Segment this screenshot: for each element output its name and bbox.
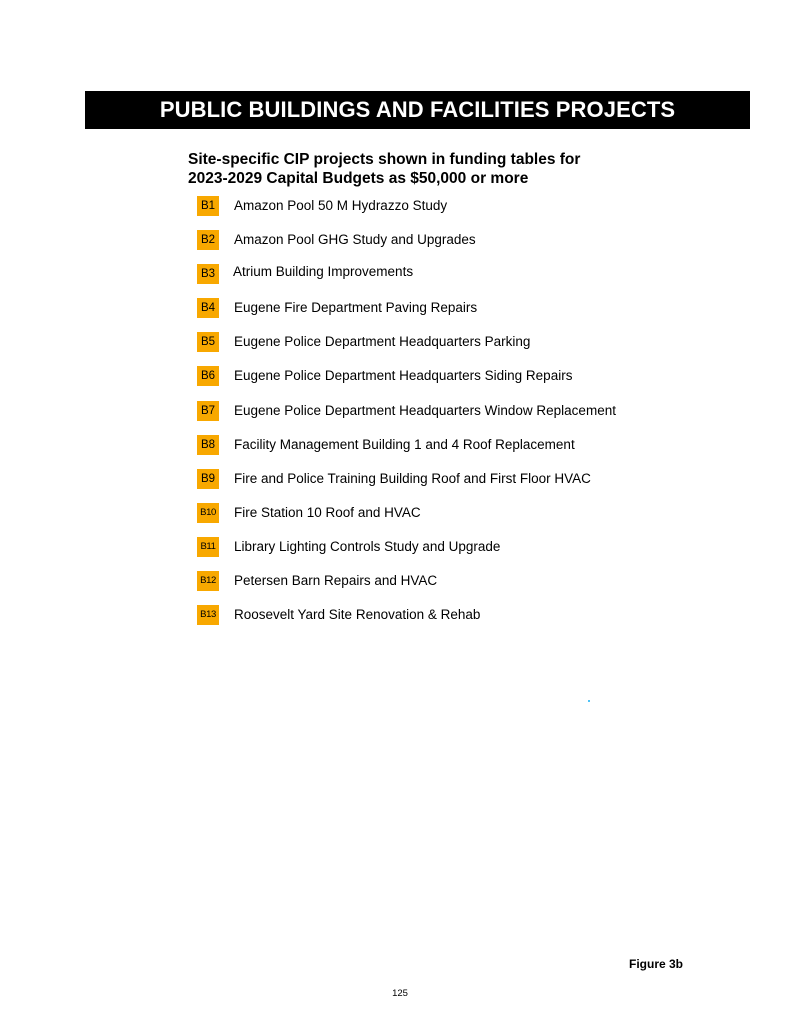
project-name: Eugene Police Department Headquarters Parking <box>234 334 531 349</box>
project-code-badge: B8 <box>197 435 219 455</box>
project-name: Eugene Police Department Headquarters Window Replacement <box>234 403 616 418</box>
project-code-badge: B3 <box>197 264 219 284</box>
project-code-badge: B4 <box>197 298 219 318</box>
project-code-badge: B12 <box>197 571 219 591</box>
project-code-badge: B11 <box>197 537 219 557</box>
project-name: Eugene Fire Department Paving Repairs <box>234 300 478 315</box>
project-code-badge: B6 <box>197 366 219 386</box>
subtitle-line-1: Site-specific CIP projects shown in funding tables for <box>188 151 581 168</box>
subtitle-line-2: 2023-2029 Capital Budgets as $50,000 or more <box>188 170 529 187</box>
project-code-badge: B1 <box>197 196 219 216</box>
project-name: Petersen Barn Repairs and HVAC <box>234 573 438 588</box>
project-name: Eugene Police Department Headquarters Siding Repairs <box>234 368 573 383</box>
stray-mark <box>588 700 590 702</box>
project-name: Amazon Pool 50 M Hydrazzo Study <box>234 198 448 213</box>
project-code-badge: B5 <box>197 332 219 352</box>
figure-label: Figure 3b <box>629 957 684 971</box>
project-name: Facility Management Building 1 and 4 Roof Replacement <box>234 437 575 452</box>
subtitle <box>188 150 668 188</box>
project-name: Library Lighting Controls Study and Upgrade <box>234 539 501 554</box>
project-name: Fire Station 10 Roof and HVAC <box>234 505 421 520</box>
project-name: Atrium Building Improvements <box>233 264 414 279</box>
page-number: 125 <box>392 988 408 999</box>
project-name: Roosevelt Yard Site Renovation & Rehab <box>234 607 481 622</box>
project-code-badge: B9 <box>197 469 219 489</box>
project-code-badge: B7 <box>197 401 219 421</box>
project-name: Fire and Police Training Building Roof and First Floor HVAC <box>234 471 591 486</box>
project-name: Amazon Pool GHG Study and Upgrades <box>234 232 476 247</box>
project-code-badge: B2 <box>197 230 219 250</box>
project-code-badge: B13 <box>197 605 219 625</box>
project-code-badge: B10 <box>197 503 219 523</box>
page-title: PUBLIC BUILDINGS AND FACILITIES PROJECTS <box>85 91 750 129</box>
